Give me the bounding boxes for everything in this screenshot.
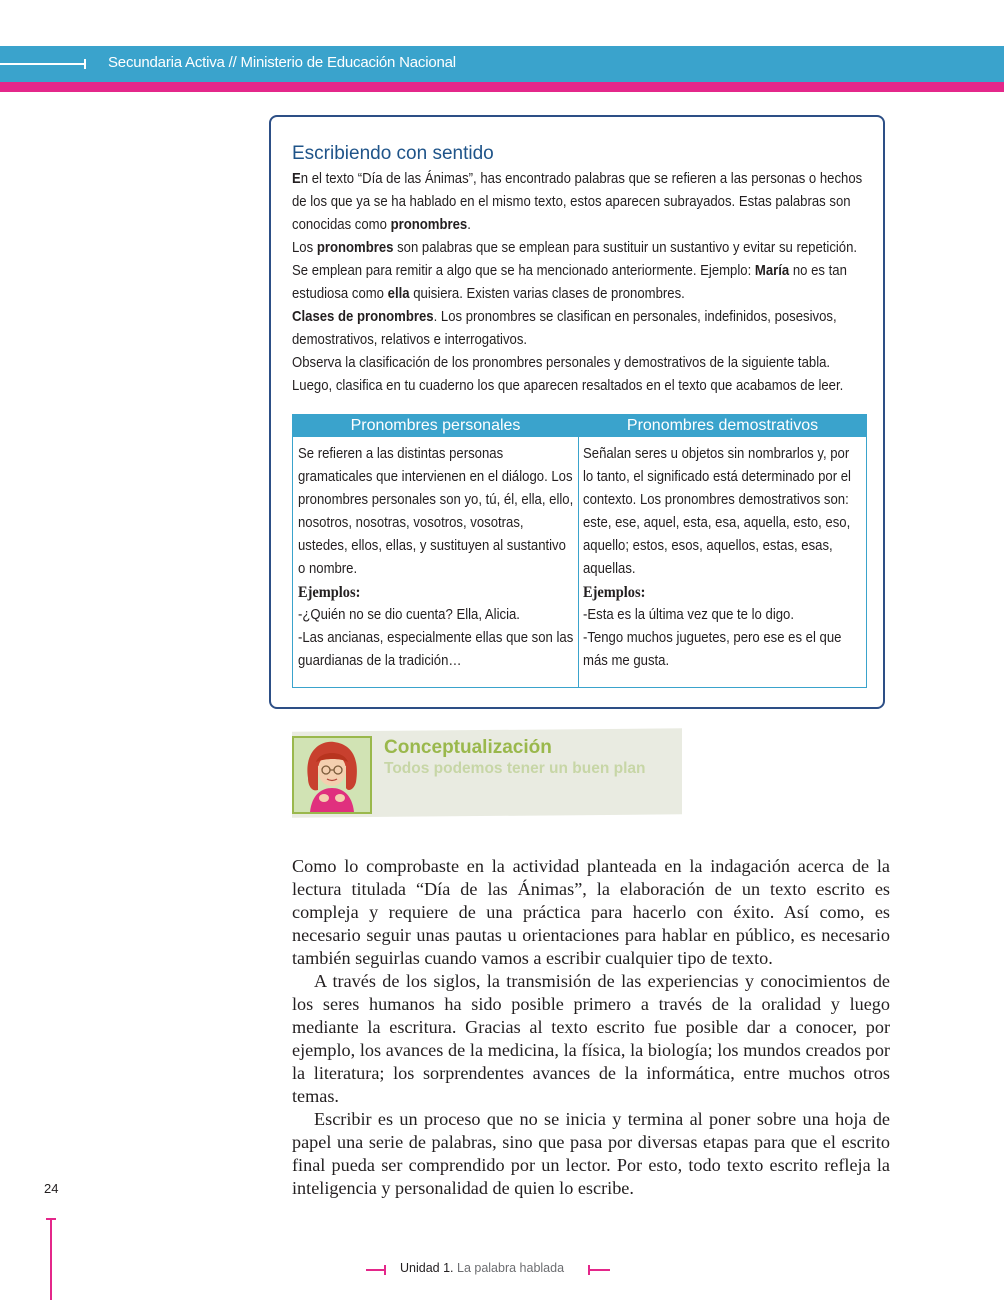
table-header-demostrativos: Pronombres demostrativos xyxy=(579,415,866,437)
header-bar xyxy=(0,46,1004,82)
table-cell-demostrativos xyxy=(583,443,860,673)
bold-term: pronombres xyxy=(316,240,394,256)
text-span: Los xyxy=(292,240,317,256)
bold-term: Clases de pronombres xyxy=(292,309,434,325)
table-cell-personales xyxy=(298,443,575,673)
text-span: n el texto “Día de las Ánimas”, has encontrado palabras que se refieren a las personas o hechos de los que ya se ha hablado en el mismo texto, estos aparecen subrayados. Estas palabras son conocidas como xyxy=(292,171,863,233)
table-divider xyxy=(578,415,579,687)
body-paragraph: A través de los siglos, la transmisión de las experiencias y conocimientos de los seres humanos ha sido posible primero a través de la oralidad y luego mediante la escritura. Gracias al texto escrito fue posible dar a conocer, por ejemplo, los avances de la medicina, la física, la biología; los mundos creados por la literatura; los sorprendentes avances de la informática, entre muchos otros temas. xyxy=(292,971,890,1106)
footer-right-tick xyxy=(588,1265,590,1275)
unit-title: La palabra hablada xyxy=(453,1261,565,1275)
example-item: -Las ancianas, especialmente ellas que son las guardianas de la tradición… xyxy=(298,630,574,669)
header-title: Secundaria Activa // Ministerio de Educación Nacional xyxy=(108,54,456,71)
bold-term: María xyxy=(754,263,790,279)
avatar xyxy=(292,736,372,814)
bold-term: ella xyxy=(387,286,410,302)
text-span: . xyxy=(467,217,471,233)
box-paragraph: Observa la clasificación de los pronombres personales y demostrativos de la siguiente tabla. Luego, clasifica en tu cuaderno los que aparecen resaltados en el texto que acabamos de leer. xyxy=(292,355,844,394)
examples-label: Ejemplos: xyxy=(583,584,646,601)
text-span: son palabras que se emplean para sustituir un sustantivo y evitar su repetición. Se emplean para remitir a algo que se ha mencionado anteriormente. Ejemplo: xyxy=(292,240,858,279)
bold-initial: E xyxy=(292,171,301,187)
footer-vertical-line xyxy=(50,1218,52,1300)
unit-label: Unidad 1. xyxy=(400,1261,454,1275)
footer-left-rule xyxy=(366,1269,386,1271)
cell-description: Se refieren a las distintas personas gramaticales que intervienen en el diálogo. Los pronombres personales son yo, tú, él, ella, ello, nosotros, nosotras, vosotros, vosotras, ustedes, ellos, ellas, y sustituyen al sustantivo o nombre. xyxy=(298,446,574,577)
cell-description: Señalan seres u objetos sin nombrarlos y, por lo tanto, el significado está determinado por el contexto. Los pronombres demostrativos son: este, ese, aquel, esta, esa, aquella, esto, eso, aquello; estos, esos, aquellos, estas, esas, aquellas. xyxy=(583,446,851,577)
header-rule xyxy=(0,63,86,65)
body-paragraph: Escribir es un proceso que no se inicia y termina al poner sobre una hoja de papel una serie de palabras, sino que pasa por diversas etapas para que el escrito final pueda ser comprendido por un lector. Por esto, todo texto escrito refleja la inteligencia y personalidad de quien lo escribe. xyxy=(292,1109,890,1198)
pronouns-table xyxy=(292,414,867,688)
text-span: no es tan estudiosa como xyxy=(292,263,847,302)
examples-label: Ejemplos: xyxy=(298,584,361,601)
example-item: -Esta es la última vez que te lo digo. xyxy=(583,607,794,623)
example-item: -Tengo muchos juguetes, pero ese es el que más me gusta. xyxy=(583,630,842,669)
footer-unit xyxy=(400,1261,564,1275)
body-text xyxy=(292,855,890,1200)
banner-title: Conceptualización xyxy=(384,737,552,758)
example-item: -¿Quién no se dio cuenta? Ella, Alicia. xyxy=(298,607,520,623)
footer-right-rule xyxy=(588,1269,610,1271)
girl-illustration-icon xyxy=(294,738,370,812)
text-span: quisiera. Existen varias clases de pronombres. xyxy=(409,286,685,302)
box-paragraph xyxy=(292,306,872,352)
box-paragraph xyxy=(292,237,872,306)
box-text xyxy=(292,168,872,398)
table-header-personales: Pronombres personales xyxy=(293,415,578,437)
footer-left-tick xyxy=(384,1265,386,1275)
page-number: 24 xyxy=(44,1181,59,1196)
body-paragraph: Como lo comprobaste en la actividad planteada en la indagación acerca de la lectura titulada “Día de las Ánimas”, la elaboración de un texto escrito es compleja y requiere de una práctica para hacerlo con éxito. Así como, es necesario seguir unas pautas u orientaciones para hablar en público, es necesario también seguirlas cuando vamos a escribir cualquier tipo de texto. xyxy=(292,856,890,968)
bold-term: pronombres xyxy=(390,217,468,233)
box-paragraph xyxy=(292,168,872,237)
box-title: Escribiendo con sentido xyxy=(292,143,494,164)
text-span: . Los pronombres se clasifican en personales, indefinidos, posesivos, demostrativos, relativos e interrogativos. xyxy=(292,309,837,348)
header-stripe xyxy=(0,82,1004,92)
banner-subtitle: Todos podemos tener un buen plan xyxy=(384,760,646,777)
header-rule-tick xyxy=(84,59,86,69)
